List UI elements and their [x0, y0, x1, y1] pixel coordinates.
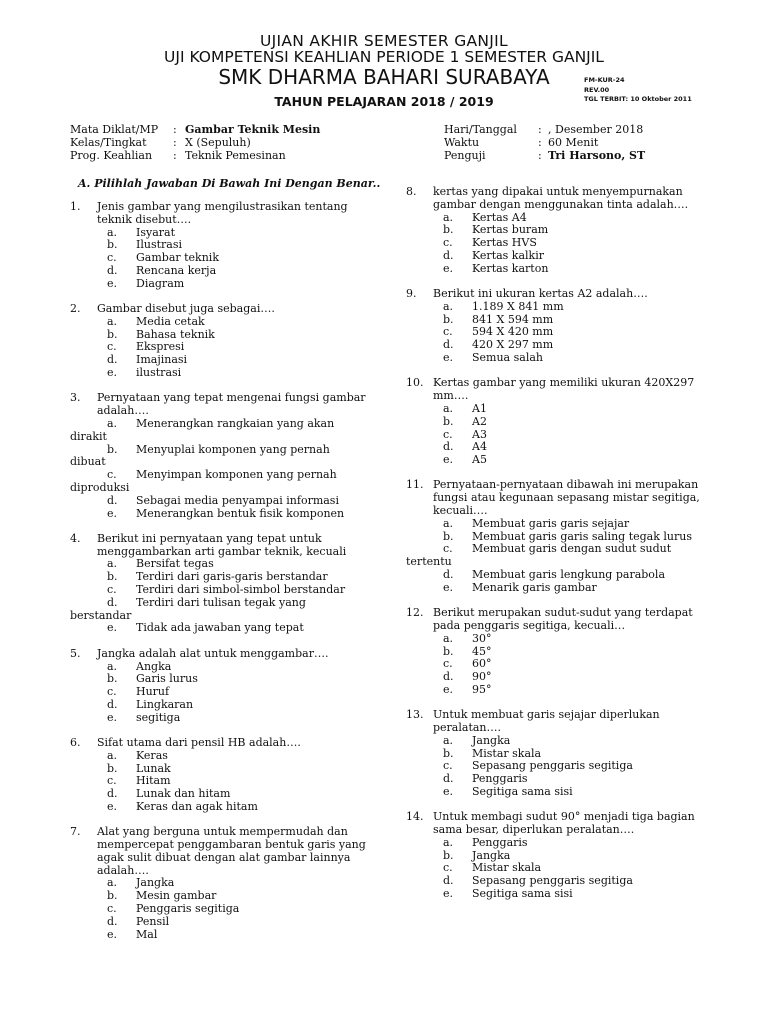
option-letter: e. [107, 799, 118, 813]
question-stem: Alat yang berguna untuk mempermudah dan mempercepat penggambaran bentuk garis yang agak sulit dibuat dengan alat gambar lainnya adalah…. [97, 825, 366, 877]
option-letter: c. [107, 774, 117, 788]
question-number: 10. [406, 376, 424, 390]
question-stem: kertas yang dipakai untuk menyempurnakan gambar dengan menggunakan tinta adalah…. [433, 185, 689, 211]
option-continuation: berstandar [70, 608, 132, 622]
option-text: Rencana kerja [136, 263, 217, 277]
option-letter: b. [107, 327, 118, 341]
question-text [70, 737, 370, 750]
option-letter: a. [443, 299, 454, 313]
question-text [406, 186, 706, 212]
option-letter: b. [107, 570, 118, 584]
option-letter: a. [443, 733, 454, 747]
answer-option [406, 786, 706, 799]
info-colon: : [173, 149, 177, 162]
option-letter: d. [443, 338, 454, 352]
question-text [70, 201, 370, 227]
question [406, 709, 706, 799]
option-letter: a. [443, 516, 454, 530]
question [70, 737, 370, 814]
info-value: , Desember 2018 [548, 123, 644, 136]
answer-option [70, 278, 370, 291]
option-text: Mistar skala [472, 746, 542, 760]
question [70, 826, 370, 941]
option-letter: b. [107, 672, 118, 686]
answer-option [406, 454, 706, 467]
question-number: 2. [70, 302, 81, 316]
question [70, 392, 370, 520]
option-letter: a. [107, 225, 118, 239]
option-text: Imajinasi [136, 353, 188, 367]
option-letter: e. [443, 261, 454, 275]
option-letter: d. [107, 697, 118, 711]
answer-option [406, 735, 706, 748]
option-text: Angka [136, 659, 172, 673]
instruction: A. Pilihlah Jawaban Di Bawah Ini Dengan Benar.. [78, 177, 381, 190]
option-letter: a. [443, 401, 454, 415]
option-text: Tidak ada jawaban yang tepat [136, 621, 304, 635]
option-text: Terdiri dari tulisan tegak yang [136, 595, 306, 609]
question-text [406, 811, 706, 837]
question [406, 288, 706, 365]
answer-option [70, 929, 370, 942]
info-value: Gambar Teknik Mesin [185, 123, 321, 136]
question-number: 5. [70, 646, 81, 660]
option-text: segitiga [136, 710, 181, 724]
option-text: Menyuplai komponen yang pernah [136, 442, 330, 456]
option-text: Hitam [136, 774, 171, 788]
option-letter: e. [443, 351, 454, 365]
option-letter: d. [107, 914, 118, 928]
question-number: 6. [70, 735, 81, 749]
option-letter: d. [107, 493, 118, 507]
option-text: Kertas buram [472, 223, 549, 237]
question-number: 13. [406, 708, 424, 722]
option-text: Segitiga sama sisi [472, 887, 573, 901]
answer-option [70, 367, 370, 380]
option-text: 420 X 297 mm [472, 338, 554, 352]
option-letter: e. [443, 453, 454, 467]
option-text: Terdiri dari simbol-simbol berstandar [136, 583, 346, 597]
info-label: Penguji [444, 149, 486, 162]
option-text: A3 [472, 427, 487, 441]
question-number: 14. [406, 810, 424, 824]
issue-date: TGL TERBIT: 10 Oktober 2011 [584, 95, 692, 103]
info-value: 60 Menit [548, 136, 599, 149]
info-label: Kelas/Tingkat [70, 136, 147, 149]
question [406, 607, 706, 697]
option-letter: e. [107, 927, 118, 941]
question-text [70, 303, 370, 316]
answer-option [70, 750, 370, 763]
option-letter: d. [443, 248, 454, 262]
option-letter: d. [107, 595, 118, 609]
option-text: Membuat garis dengan sudut sudut [472, 542, 672, 556]
question-column-left [70, 177, 381, 954]
question-stem: Untuk membuat garis sejajar diperlukan peralatan…. [433, 708, 660, 734]
option-text: Ilustrasi [136, 238, 182, 252]
info-colon: : [538, 149, 542, 162]
option-letter: b. [107, 761, 118, 775]
option-text: 30° [472, 631, 492, 645]
question [70, 201, 370, 291]
question-stem: Pernyataan-pernyataan dibawah ini merupakan fungsi atau kegunaan sepasang mistar segitiga, kecuali…. [433, 478, 700, 518]
option-text: A5 [472, 453, 487, 467]
answer-option [70, 597, 370, 610]
question-stem: Pernyataan yang tepat mengenai fungsi gambar adalah…. [97, 391, 366, 418]
option-letter: c. [107, 251, 117, 265]
option-letter: a. [107, 314, 118, 328]
option-text: Isyarat [136, 225, 175, 239]
option-letter: c. [107, 685, 117, 699]
info-label: Mata Diklat/MP [70, 123, 159, 136]
option-letter: b. [443, 312, 454, 326]
option-letter: d. [443, 874, 454, 888]
info-value: Teknik Pemesinan [185, 149, 286, 162]
question [70, 648, 370, 725]
answer-option [406, 543, 706, 556]
option-text: Pensil [136, 914, 170, 928]
answer-option [70, 469, 370, 482]
option-text: A1 [472, 401, 487, 415]
school-name: SMK DHARMA BAHARI SURABAYA [218, 65, 550, 89]
exam-title: UJIAN AKHIR SEMESTER GANJIL [260, 32, 508, 50]
question-text [70, 826, 370, 877]
option-letter: c. [443, 759, 453, 773]
option-text: Keras [136, 748, 168, 762]
option-text: Lunak dan hitam [136, 787, 231, 801]
option-text: Jangka [472, 848, 511, 862]
option-continuation: dibuat [70, 455, 106, 469]
option-letter: e. [107, 710, 118, 724]
exam-subtitle: UJI KOMPETENSI KEAHLIAN PERIODE 1 SEMESTER GANJIL [164, 48, 604, 66]
option-letter: c. [443, 861, 453, 875]
option-text: Menerangkan rangkaian yang akan [136, 416, 335, 430]
option-letter: e. [107, 506, 118, 520]
answer-option [70, 686, 370, 699]
answer-option [406, 671, 706, 684]
option-letter: d. [107, 263, 118, 277]
answer-option [70, 444, 370, 457]
option-letter: c. [443, 657, 453, 671]
option-letter: d. [443, 440, 454, 454]
option-text: 594 X 420 mm [472, 325, 554, 339]
option-text: A4 [472, 440, 487, 454]
option-text: Media cetak [136, 314, 205, 328]
option-text: Huruf [136, 685, 170, 699]
option-letter: b. [443, 746, 454, 760]
option-text: Penggaris segitiga [136, 902, 240, 916]
answer-option [70, 699, 370, 712]
option-letter: c. [443, 542, 453, 556]
option-letter: d. [107, 353, 118, 367]
option-text: 45° [472, 644, 492, 658]
answer-option [70, 265, 370, 278]
question-text [406, 607, 706, 633]
option-text: Sepasang penggaris segitiga [472, 759, 633, 773]
question [406, 811, 706, 901]
option-letter: b. [443, 529, 454, 543]
question-number: 9. [406, 287, 417, 301]
option-text: Ekspresi [136, 340, 185, 354]
option-letter: c. [443, 325, 453, 339]
info-value: X (Sepuluh) [185, 136, 251, 149]
option-letter: c. [107, 468, 117, 482]
answer-option [70, 418, 370, 431]
answer-option [70, 903, 370, 916]
option-letter: c. [443, 427, 453, 441]
option-letter: e. [443, 682, 454, 696]
answer-option [70, 801, 370, 814]
option-text: Menarik garis gambar [472, 580, 597, 594]
option-letter: c. [107, 902, 117, 916]
answer-option [406, 582, 706, 595]
option-continuation: tertentu [406, 555, 452, 569]
option-text: Kertas karton [472, 261, 549, 275]
question-text [406, 377, 706, 403]
option-text: Mal [136, 927, 158, 941]
option-continuation: dirakit [70, 429, 107, 443]
option-text: Membuat garis garis saling tegak lurus [472, 529, 692, 543]
option-letter: a. [107, 876, 118, 890]
question-text [70, 533, 370, 559]
question-number: 1. [70, 200, 81, 213]
answer-option [406, 416, 706, 429]
info-colon: : [538, 136, 542, 149]
question-column-right [406, 186, 706, 913]
question-stem: Gambar disebut juga sebagai…. [97, 302, 275, 316]
option-text: Keras dan agak hitam [136, 799, 258, 813]
academic-year: TAHUN PELAJARAN 2018 / 2019 [274, 94, 494, 109]
info-value: Tri Harsono, ST [548, 149, 646, 162]
answer-option [406, 633, 706, 646]
question [70, 303, 370, 380]
option-letter: d. [443, 772, 454, 786]
answer-option [406, 888, 706, 901]
info-colon: : [538, 123, 542, 136]
option-letter: b. [443, 414, 454, 428]
option-text: Garis lurus [136, 672, 198, 686]
info-colon: : [173, 123, 177, 136]
option-text: 95° [472, 682, 492, 696]
option-text: Semua salah [472, 351, 543, 365]
question-text [406, 479, 706, 517]
answer-option [70, 622, 370, 635]
answer-option [406, 684, 706, 697]
question-stem: Berikut ini ukuran kertas A2 adalah…. [433, 287, 648, 301]
question-stem: Kertas gambar yang memiliki ukuran 420X297 mm…. [433, 376, 695, 403]
question-stem: Jangka adalah alat untuk menggambar…. [97, 646, 329, 660]
question-number: 7. [70, 825, 81, 839]
answer-option [70, 316, 370, 329]
option-letter: d. [443, 670, 454, 684]
answer-option [70, 916, 370, 929]
option-text: 841 X 594 mm [472, 312, 554, 326]
option-text: Diagram [136, 276, 185, 290]
question [406, 479, 706, 594]
option-text: 60° [472, 657, 492, 671]
option-letter: e. [443, 784, 454, 798]
option-text: Penggaris [472, 772, 528, 786]
option-text: Penggaris [472, 835, 528, 849]
option-letter: a. [443, 210, 454, 224]
option-letter: d. [443, 568, 454, 582]
option-letter: b. [107, 442, 118, 456]
option-text: A2 [472, 414, 487, 428]
option-letter: e. [443, 580, 454, 594]
question-stem: Sifat utama dari pensil HB adalah…. [97, 735, 301, 749]
option-text: Jangka [136, 876, 175, 890]
option-continuation: diproduksi [70, 480, 130, 494]
option-letter: b. [443, 223, 454, 237]
answer-option [406, 837, 706, 850]
info-colon: : [173, 136, 177, 149]
question-stem: Berikut ini pernyataan yang tepat untuk menggambarkan arti gambar teknik, kecuali [97, 531, 347, 558]
question [70, 533, 370, 635]
option-letter: e. [107, 621, 118, 635]
answer-option [406, 263, 706, 276]
option-text: Sepasang penggaris segitiga [472, 874, 633, 888]
question-stem: Berikut merupakan sudut-sudut yang terdapat pada penggaris segitiga, kecuali… [433, 606, 693, 632]
option-text: Menyimpan komponen yang pernah [136, 468, 337, 482]
option-text: Gambar teknik [136, 251, 219, 265]
option-letter: e. [443, 887, 454, 901]
question-stem: Jenis gambar yang mengilustrasikan tentang teknik disebut…. [97, 200, 348, 226]
option-text: 1.189 X 841 mm [472, 299, 564, 313]
info-label: Prog. Keahlian [70, 149, 153, 162]
option-text: Mistar skala [472, 861, 542, 875]
option-letter: a. [107, 416, 118, 430]
option-letter: a. [443, 835, 454, 849]
option-text: Jangka [472, 733, 511, 747]
option-letter: a. [443, 631, 454, 645]
option-text: Lunak [136, 761, 171, 775]
option-text: Sebagai media penyampai informasi [136, 493, 339, 507]
option-text: Mesin gambar [136, 889, 217, 903]
option-text: Kertas A4 [472, 210, 527, 224]
question-number: 12. [406, 606, 424, 620]
option-text: Kertas kalkir [472, 248, 544, 262]
option-text: ilustrasi [136, 366, 182, 380]
question-number: 8. [406, 185, 417, 198]
option-text: 90° [472, 670, 492, 684]
option-letter: b. [107, 889, 118, 903]
option-letter: a. [107, 659, 118, 673]
option-letter: c. [443, 236, 453, 250]
option-text: Lingkaran [136, 697, 194, 711]
option-letter: a. [107, 748, 118, 762]
question-text [406, 709, 706, 735]
question-stem: Untuk membagi sudut 90° menjadi tiga bagian sama besar, diperlukan peralatan…. [433, 810, 695, 837]
question-number: 4. [70, 531, 81, 545]
question-text [70, 392, 370, 418]
answer-option [406, 250, 706, 263]
question-text [70, 648, 370, 661]
option-letter: c. [107, 583, 117, 597]
option-text: Bahasa teknik [136, 327, 215, 341]
question [406, 377, 706, 467]
question-number: 11. [406, 478, 424, 492]
option-letter: b. [107, 238, 118, 252]
option-letter: d. [107, 787, 118, 801]
question-number: 3. [70, 391, 81, 405]
answer-option [406, 301, 706, 314]
answer-option [70, 712, 370, 725]
option-letter: a. [107, 557, 118, 571]
option-letter: c. [107, 340, 117, 354]
option-letter: b. [443, 848, 454, 862]
answer-option [70, 508, 370, 521]
option-text: Membuat garis garis sejajar [472, 516, 630, 530]
option-text: Kertas HVS [472, 236, 537, 250]
option-text: Menerangkan bentuk fisik komponen [136, 506, 345, 520]
option-text: Bersifat tegas [136, 557, 214, 571]
option-text: Membuat garis lengkung parabola [472, 568, 666, 582]
option-text: Segitiga sama sisi [472, 784, 573, 798]
option-letter: e. [107, 366, 118, 380]
info-label: Hari/Tanggal [444, 123, 517, 136]
info-label: Waktu [444, 136, 480, 149]
question [406, 186, 706, 276]
form-code: FM-KUR-24 [584, 76, 625, 84]
option-letter: b. [443, 644, 454, 658]
answer-option [406, 403, 706, 416]
option-text: Terdiri dari garis-garis berstandar [136, 570, 328, 584]
option-letter: e. [107, 276, 118, 290]
revision: REV.00 [584, 86, 610, 94]
answer-option [406, 352, 706, 365]
